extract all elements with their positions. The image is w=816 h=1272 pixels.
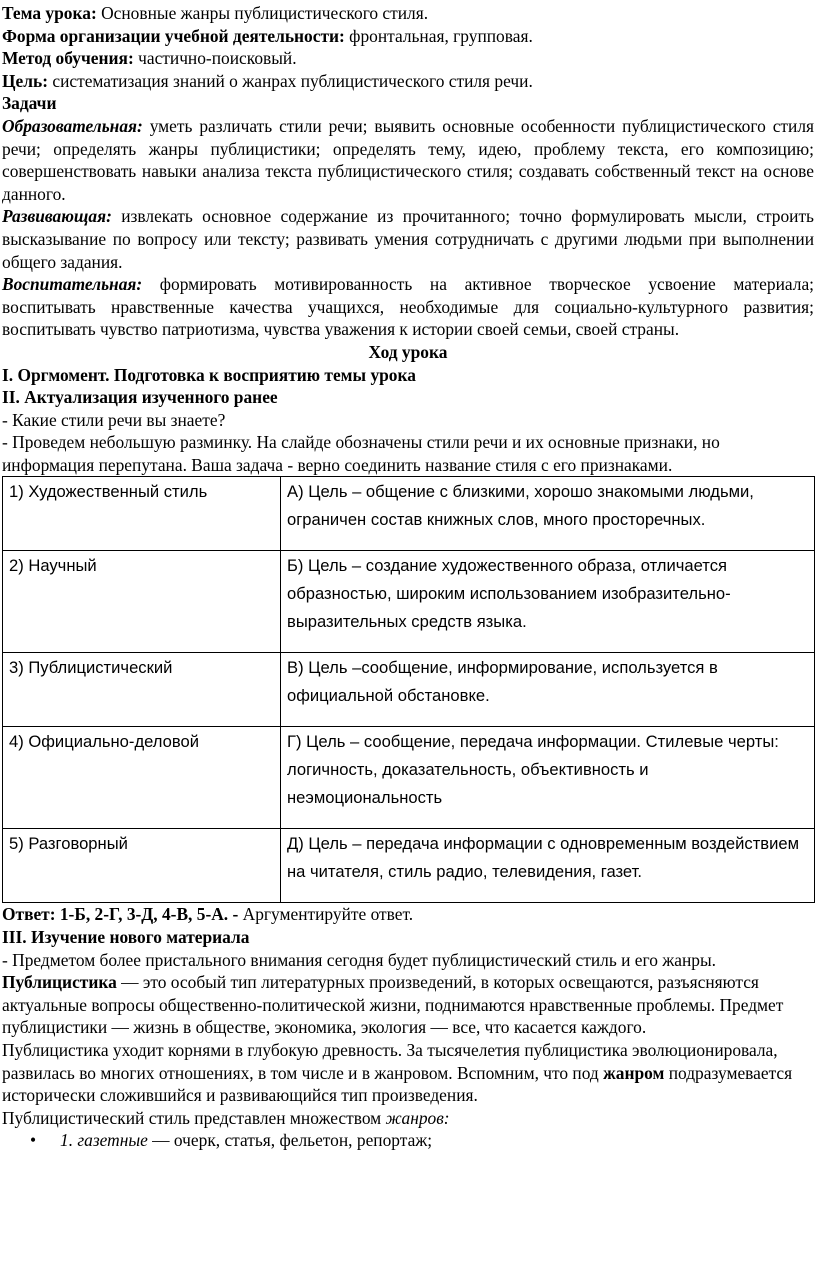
section-2-text: II. Актуализация изученного ранее	[2, 387, 278, 408]
section-3-heading	[2, 926, 814, 949]
topic-value: Основные жанры публицистического стиля.	[96, 3, 429, 23]
style-matching-table	[2, 476, 815, 903]
p1-end: — это особый тип литературных произведений, в которых освещаются, разъясняются актуальные вопросы общественно-политической жизни, поднимаются нравственные проблемы. Предмет публицистики — жизнь в обществе, экономика, экология — все, что касается каждого.	[2, 972, 784, 1038]
style-cell: 2) Научный	[3, 551, 281, 653]
question-2: - Проведем небольшую разминку. На слайде обозначены стили речи и их основные признаки, но информация перепутана. Ваша задача - верно соединить название стиля с его признаками.	[2, 432, 720, 475]
section-2-heading	[2, 386, 814, 409]
p1-start: - Предметом более пристального внимания сегодня будет публицистический стиль и его жанры.	[2, 949, 717, 970]
educational-text: уметь различать стили речи; выявить основные особенности публицистического стиля речи; определять жанры публицистики; определять тему, идею, проблему текста, его композицию; совершенствовать навыки анализа текста публицистического стиля; создавать собственный текст на основе данного.	[2, 115, 814, 204]
description-cell: Д) Цель – передача информации с одновременным воздействием на читателя, стиль радио, телевидения, газет.	[281, 829, 815, 903]
developing-text: извлекать основное содержание из прочитанного; точно формулировать мысли, строить высказывание по вопросу или тексту; развивать умения сотрудничать с другими людьми при выполнении общего задания.	[2, 206, 814, 272]
paragraph-genres-intro	[2, 1107, 814, 1130]
form-label: Форма организации учебной деятельности:	[2, 25, 345, 46]
section-1-heading	[2, 364, 814, 387]
style-cell: 1) Художественный стиль	[3, 477, 281, 551]
p2-end: подразумевается исторически сложившийся и развивающийся тип произведения.	[2, 1062, 793, 1106]
bullet-text: — очерк, статья, фельетон, репортаж;	[147, 1130, 433, 1151]
answer-text: Аргументируйте ответ.	[238, 904, 414, 925]
bullet-label: 1. газетные	[60, 1130, 148, 1151]
tasks-heading	[2, 92, 814, 115]
method-label: Метод обучения:	[2, 48, 134, 69]
task-upbringing	[2, 273, 814, 341]
description-cell: В) Цель –сообщение, информирование, используется в официальной обстановке.	[281, 653, 815, 727]
topic-label: Тема урока:	[2, 3, 97, 23]
style-cell: 3) Публицистический	[3, 653, 281, 727]
method-value: частично-поисковый.	[133, 48, 297, 69]
upbringing-label: Воспитательная:	[2, 274, 143, 295]
paragraph-publicism	[2, 949, 814, 1039]
p3-italic: жанров:	[385, 1107, 450, 1128]
p1-term: Публицистика	[2, 972, 117, 993]
lesson-heading-text: Ход урока	[368, 341, 448, 362]
description-cell: А) Цель – общение с близкими, хорошо знакомыми людьми, ограничен состав книжных слов, много просторечных.	[281, 477, 815, 551]
style-cell: 5) Разговорный	[3, 829, 281, 903]
p2-term: жанром	[603, 1062, 665, 1083]
topic-line	[2, 2, 814, 25]
question-1: - Какие стили речи вы знаете?	[2, 409, 226, 430]
lesson-heading	[2, 341, 814, 364]
form-value: фронтальная, групповая.	[344, 25, 533, 46]
section-1-text: I. Оргмомент. Подготовка к восприятию темы урока	[2, 364, 416, 385]
goal-value: систематизация знаний о жанрах публицистического стиля речи.	[48, 70, 533, 91]
description-cell: Б) Цель – создание художественного образа, отличается образностью, широким использованием изобразительно-выразительных средств языка.	[281, 551, 815, 653]
p3-start: Публицистический стиль представлен множеством	[2, 1107, 386, 1128]
table-row	[3, 653, 815, 727]
educational-label: Образовательная:	[2, 115, 143, 136]
tasks-heading-text: Задачи	[2, 93, 57, 114]
upbringing-text: формировать мотивированность на активное творческое усвоение материала; воспитывать нравственные качества учащихся, необходимые для социально-культурного развития; воспитывать чувство патриотизма, чувства уважения к истории своей семьи, своей страны.	[2, 274, 814, 340]
goal-label: Цель:	[2, 70, 48, 91]
list-item	[2, 1129, 814, 1152]
developing-label: Развивающая:	[2, 206, 112, 227]
description-cell: Г) Цель – сообщение, передача информации. Стилевые черты: логичность, доказательность, объективность и неэмоциональность	[281, 727, 815, 829]
table-row	[3, 829, 815, 903]
p2-start: Публицистика уходит корнями в глубокую древность. За тысячелетия публицистика эволюционировала, развилась во многих отношениях, в том числе и в жанровом. Вспомним, что под	[2, 1040, 778, 1083]
table-row	[3, 551, 815, 653]
paragraph-genre	[2, 1039, 814, 1107]
task-educational	[2, 115, 814, 205]
task-developing	[2, 205, 814, 273]
answer-label: Ответ: 1-Б, 2-Г, 3-Д, 4-В, 5-А. -	[2, 904, 239, 925]
table-row	[3, 477, 815, 551]
answer-line	[2, 903, 814, 926]
section-3-text: III. Изучение нового материала	[2, 927, 250, 948]
form-line	[2, 25, 814, 48]
bullet-icon: •	[30, 1130, 37, 1151]
method-line	[2, 47, 814, 70]
goal-line	[2, 70, 814, 93]
style-cell: 4) Официально-деловой	[3, 727, 281, 829]
table-row	[3, 727, 815, 829]
